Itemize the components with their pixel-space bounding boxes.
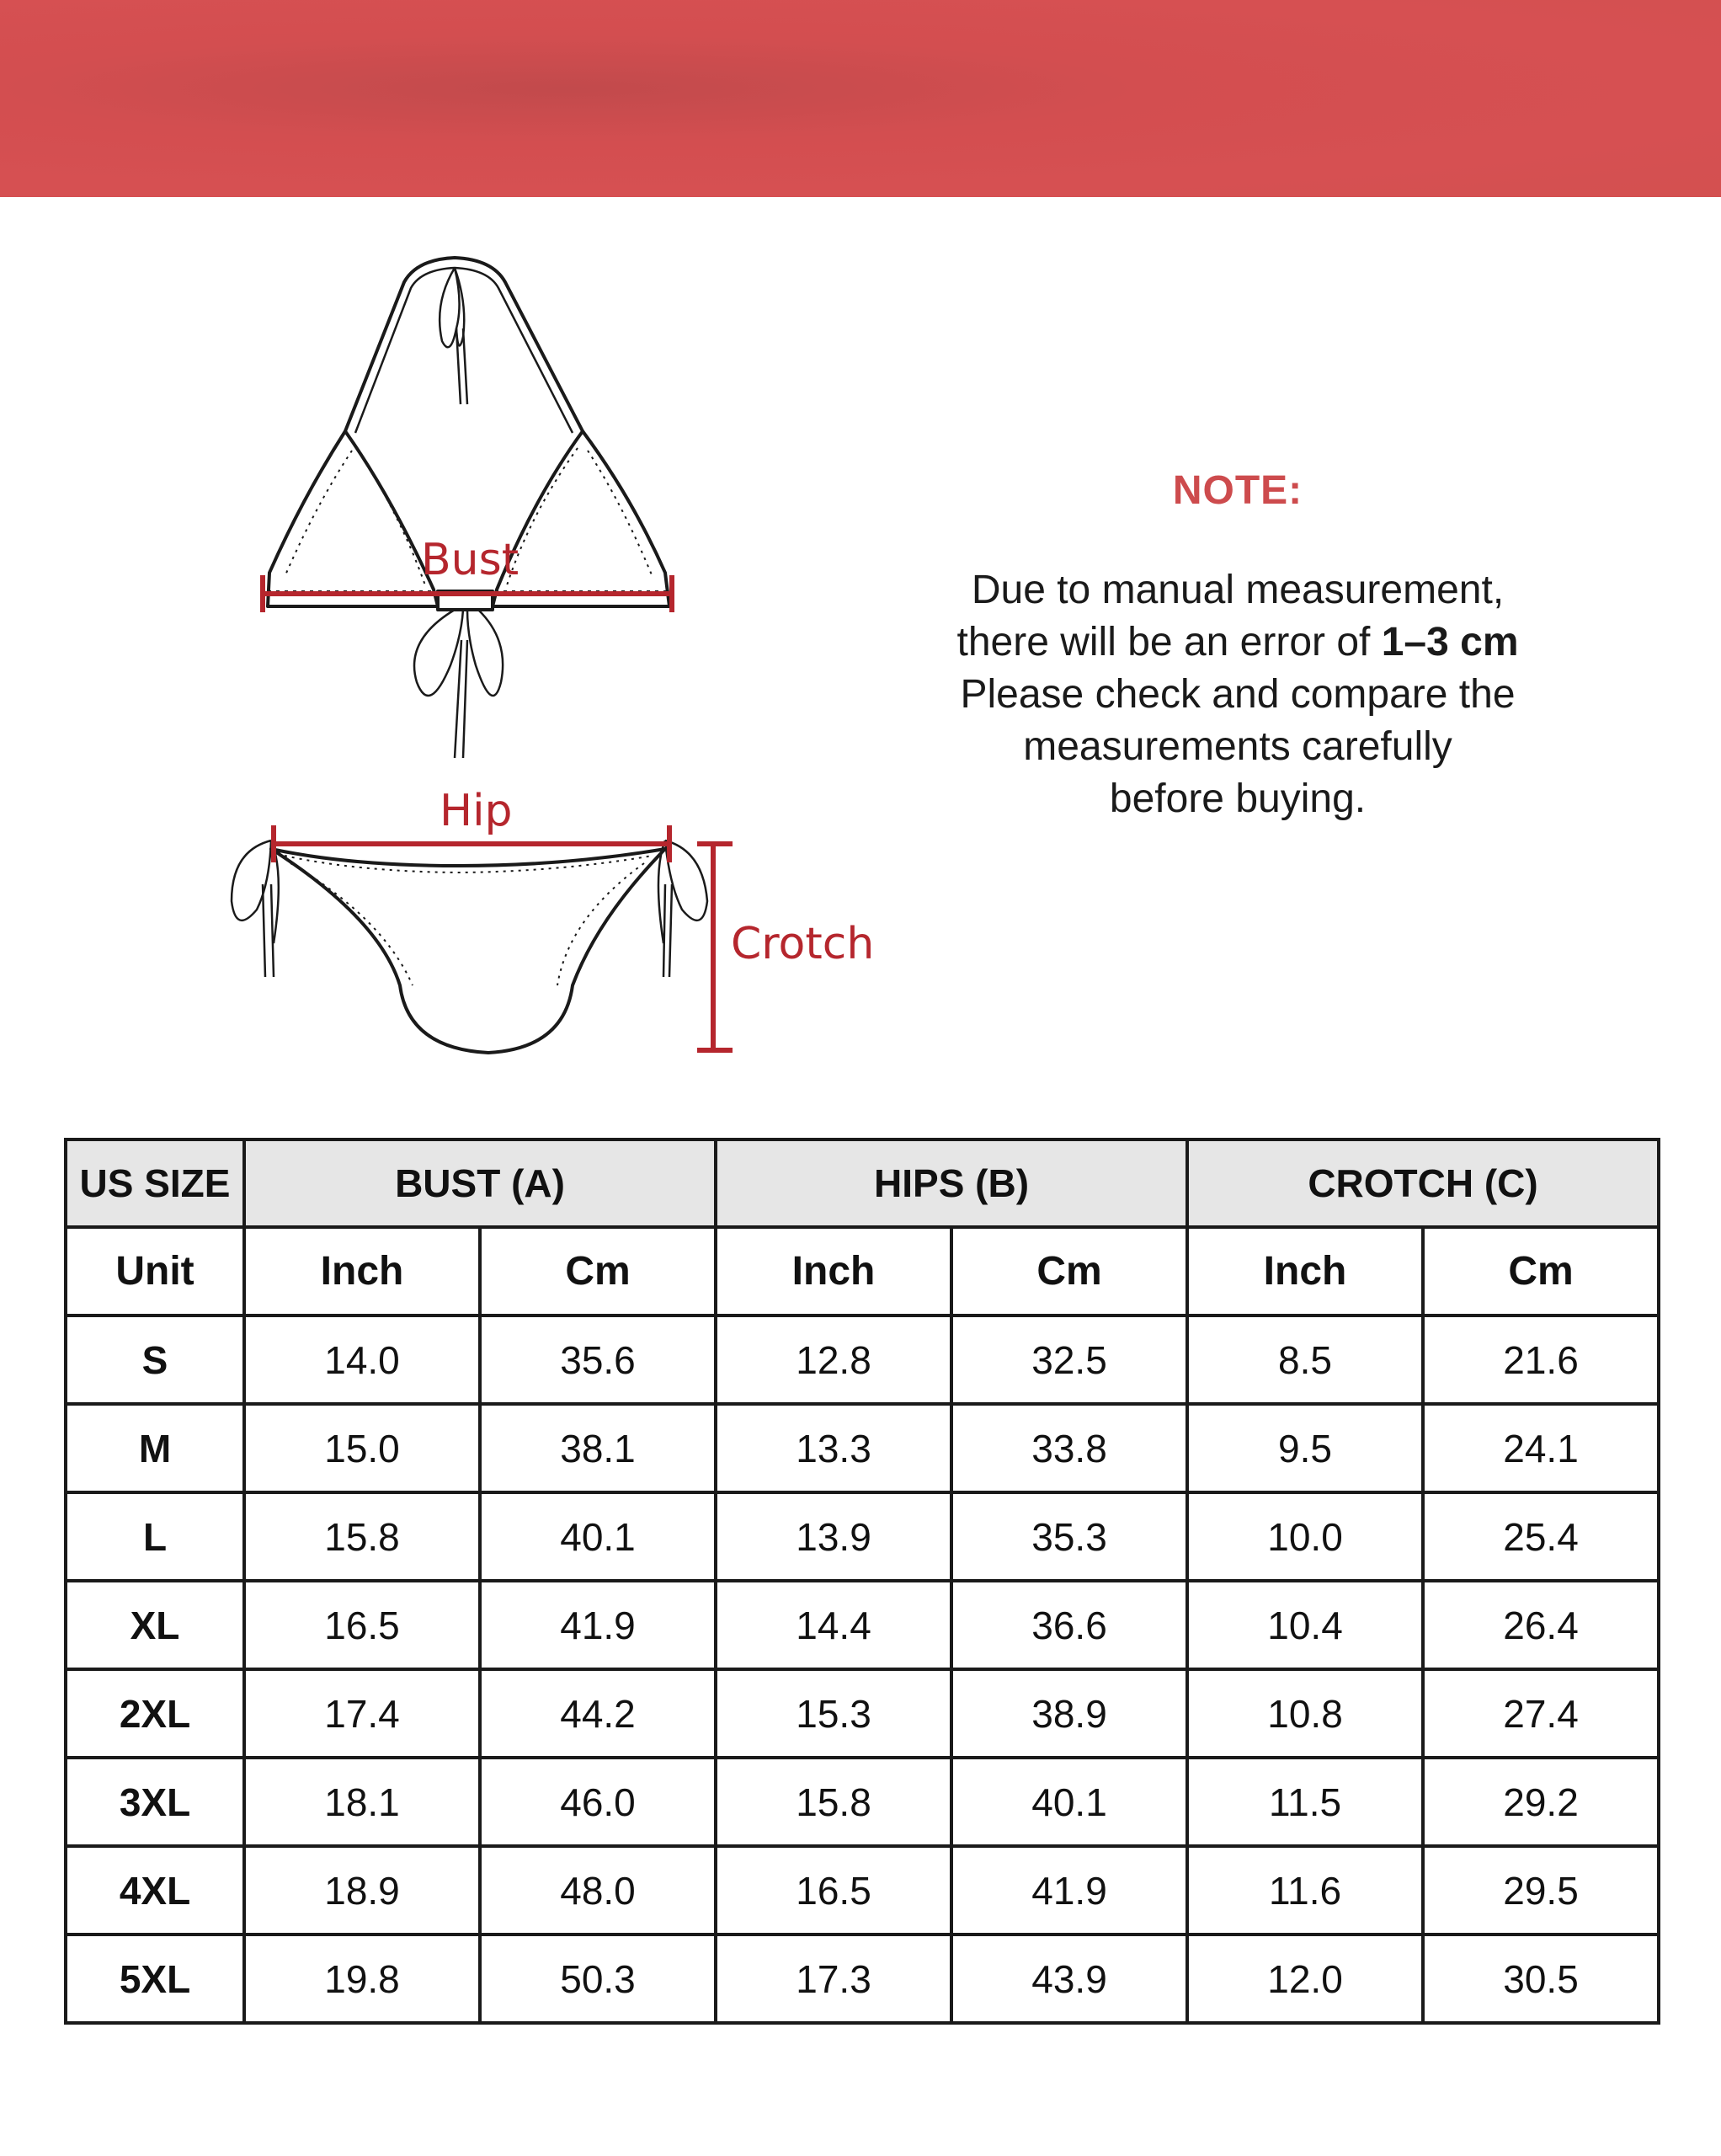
measurement-cell: 11.5: [1187, 1758, 1423, 1846]
measurement-cell: 14.4: [716, 1581, 951, 1669]
table-row: [66, 1492, 1659, 1581]
measurement-cell: 29.2: [1423, 1758, 1659, 1846]
measurement-cell: 16.5: [716, 1846, 951, 1935]
measurement-cell: 15.0: [244, 1404, 480, 1492]
header-crotch: CROTCH (C): [1187, 1139, 1659, 1227]
measurement-cell: 46.0: [480, 1758, 716, 1846]
measurement-cell: 35.3: [951, 1492, 1187, 1581]
measurement-cell: 41.9: [951, 1846, 1187, 1935]
measurement-cell: 15.3: [716, 1669, 951, 1758]
hip-label: Hip: [440, 786, 513, 836]
note-error-range: 1–3 cm: [1381, 620, 1519, 664]
size-cell: XL: [66, 1581, 244, 1669]
measurement-cell: 21.6: [1423, 1315, 1659, 1404]
measurement-cell: 38.9: [951, 1669, 1187, 1758]
measurement-cell: 27.4: [1423, 1669, 1659, 1758]
size-cell: 2XL: [66, 1669, 244, 1758]
measurement-cell: 18.1: [244, 1758, 480, 1846]
measurement-cell: 17.4: [244, 1669, 480, 1758]
header-us-size: US SIZE: [66, 1139, 244, 1227]
measurement-cell: 41.9: [480, 1581, 716, 1669]
bikini-bottom-drawing: [232, 841, 707, 1053]
table-row: [66, 1581, 1659, 1669]
group-header-row: [66, 1139, 1659, 1227]
measurement-cell: 10.8: [1187, 1669, 1423, 1758]
header-hips: HIPS (B): [716, 1139, 1187, 1227]
measurement-cell: 14.0: [244, 1315, 480, 1404]
note-line-1: Due to manual measurement,: [971, 568, 1505, 612]
measurement-cell: 38.1: [480, 1404, 716, 1492]
measurement-cell: 25.4: [1423, 1492, 1659, 1581]
measurement-cell: 18.9: [244, 1846, 480, 1935]
header-bust: BUST (A): [244, 1139, 716, 1227]
size-cell: 4XL: [66, 1846, 244, 1935]
measurement-cell: 40.1: [951, 1758, 1187, 1846]
table-row: [66, 1758, 1659, 1846]
measurement-cell: 12.8: [716, 1315, 951, 1404]
measurement-cell: 9.5: [1187, 1404, 1423, 1492]
measurement-cell: 30.5: [1423, 1935, 1659, 2023]
table-row: [66, 1935, 1659, 2023]
measurement-cell: 24.1: [1423, 1404, 1659, 1492]
measurement-cell: 33.8: [951, 1404, 1187, 1492]
measurement-cell: 40.1: [480, 1492, 716, 1581]
note-line-3: Please check and compare the: [960, 672, 1516, 717]
size-cell: S: [66, 1315, 244, 1404]
size-chart-table: [64, 1138, 1660, 2025]
note-title: NOTE:: [1172, 468, 1303, 513]
measurement-cell: 44.2: [480, 1669, 716, 1758]
table-row: [66, 1669, 1659, 1758]
measurement-cell: 11.6: [1187, 1846, 1423, 1935]
note-line-5: before buying.: [1109, 776, 1367, 821]
measurement-cell: 10.4: [1187, 1581, 1423, 1669]
measurement-cell: 32.5: [951, 1315, 1187, 1404]
size-cell: 3XL: [66, 1758, 244, 1846]
note-block: [892, 467, 1583, 825]
measurement-cell: 13.3: [716, 1404, 951, 1492]
unit-header-cell: Cm: [480, 1227, 716, 1315]
unit-header-cell: Inch: [244, 1227, 480, 1315]
crotch-label: Crotch: [731, 919, 875, 969]
note-line-4: measurements carefully: [1023, 724, 1452, 769]
note-line-2: [892, 616, 1583, 669]
measurement-cell: 16.5: [244, 1581, 480, 1669]
bikini-top-drawing: [268, 258, 669, 758]
measurement-cell: 36.6: [951, 1581, 1187, 1669]
measurement-cell: 50.3: [480, 1935, 716, 2023]
measurement-cell: 35.6: [480, 1315, 716, 1404]
table-row: [66, 1846, 1659, 1935]
measurement-cell: 29.5: [1423, 1846, 1659, 1935]
measurement-cell: 12.0: [1187, 1935, 1423, 2023]
measurement-cell: 26.4: [1423, 1581, 1659, 1669]
note-line-2-text: there will be an error of: [956, 620, 1382, 664]
measurement-cell: 19.8: [244, 1935, 480, 2023]
measurement-cell: 15.8: [244, 1492, 480, 1581]
unit-header-row: [66, 1227, 1659, 1315]
size-cell: 5XL: [66, 1935, 244, 2023]
top-banner: [0, 0, 1721, 197]
measurement-cell: 8.5: [1187, 1315, 1423, 1404]
bikini-measurement-diagram: [210, 244, 884, 1070]
measurement-cell: 17.3: [716, 1935, 951, 2023]
size-cell: L: [66, 1492, 244, 1581]
unit-header-cell: Unit: [66, 1227, 244, 1315]
unit-header-cell: Inch: [1187, 1227, 1423, 1315]
measurement-cell: 48.0: [480, 1846, 716, 1935]
unit-header-cell: Inch: [716, 1227, 951, 1315]
unit-header-cell: Cm: [1423, 1227, 1659, 1315]
size-cell: M: [66, 1404, 244, 1492]
size-table-body: [66, 1139, 1659, 2023]
measurement-cell: 13.9: [716, 1492, 951, 1581]
measurement-cell: 10.0: [1187, 1492, 1423, 1581]
measurement-cell: 43.9: [951, 1935, 1187, 2023]
bust-label: Bust: [421, 535, 519, 585]
table-row: [66, 1315, 1659, 1404]
table-row: [66, 1404, 1659, 1492]
measurement-cell: 15.8: [716, 1758, 951, 1846]
unit-header-cell: Cm: [951, 1227, 1187, 1315]
